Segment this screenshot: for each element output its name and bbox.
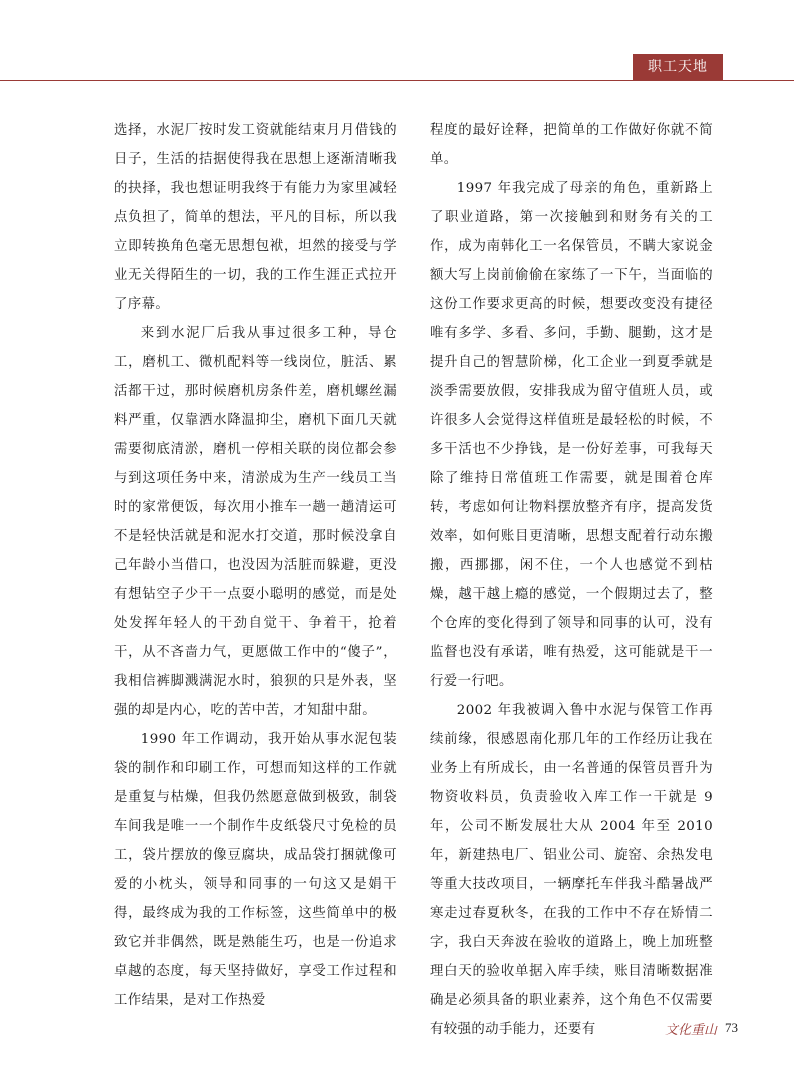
header-rule (0, 80, 794, 81)
left-paragraph-2: 来到水泥厂后我从事过很多工种，导仓工，磨机工、微机配料等一线岗位，脏活、累活都干过，那时候磨机房条件差，磨机螺丝漏料严重，仅靠洒水降温抑尘，磨机下面几天就需要彻底清淤，磨机一停相关联的岗位都会参与到这项任务中来，清淤成为生产一线员工当时的家常便饭，每次用小推车一趟一趟清运可不是轻快活就是和泥水打交道，那时候没拿自己年龄小当借口，也没因为活脏而躲避，更没有想钻空子少干一点耍小聪明的感觉，而是处处发挥年轻人的干劲自觉干、争着干，抢着干，从不吝啬力气，更愿做工作中的“傻子”，我相信裤脚溅满泥水时，狼狈的只是外表，坚强的却是内心，吃的苦中苦，才知甜中甜。 (114, 326, 397, 718)
magazine-logo: 文化重山 (665, 1022, 718, 1038)
left-paragraph-3: 1990 年工作调动，我开始从事水泥包装袋的制作和印刷工作，可想而知这样的工作就是重复与枯燥，但我仍然愿意做到极致，制袋车间我是唯一一个制作牛皮纸袋尺寸免检的员工，袋片摆放的像豆腐块，成品袋打捆就像可爱的小枕头，领导和同事的一句这又是娟干得，最终成为我的工作标签，这些简单中的极致它并非偶然，既是熟能生巧，也是一份追求卓越的态度，每天坚持做好，享受工作过程和工作结果，是对工作热爱 (114, 732, 397, 1008)
page-number: 73 (725, 1020, 739, 1035)
left-paragraph-1: 选择，水泥厂按时发工资就能结束月月借钱的日子，生活的拮据使得我在思想上逐渐清晰我的抉择，我也想证明我终于有能力为家里减轻点负担了，简单的想法，平凡的目标，所以我立即转换角色毫无思想包袱，坦然的接受与学业无关得陌生的一切，我的工作生涯正式拉开了序幕。 (114, 123, 397, 312)
page-footer (665, 1018, 738, 1038)
section-label: 职工天地 (633, 54, 723, 80)
right-paragraph-3: 2002 年我被调入鲁中水泥与保管工作再续前缘，很感恩南化那几年的工作经历让我在业务上有所成长，由一名普通的保管员晋升为物资收料员，负责验收入库工作一干就是 9 年，公司不断发展壮大从 2004 年至 2010 年，新建热电厂、铝业公司、旋窑、余热发电等重大技改项目，一辆摩托车伴我斗酷暑战严寒走过春夏秋冬，在我的工作中不存在矫情二字，我白天奔波在验收的道路上，晚上加班整理白天的验收单据入库手续，账目清晰数据准确是必须具备的职业素养，这个角色不仅需要有较强的动手能力，还要有 (430, 703, 713, 1037)
left-column (114, 116, 397, 1015)
right-paragraph-1: 程度的最好诠释，把简单的工作做好你就不简单。 (430, 123, 713, 167)
right-column (430, 116, 713, 1044)
right-paragraph-2: 1997 年我完成了母亲的角色，重新路上了职业道路，第一次接触到和财务有关的工作，成为南韩化工一名保管员，不瞒大家说金额大写上岗前偷偷在家练了一下午，当面临的这份工作要求更高的时候，想要改变没有捷径唯有多学、多看、多问，手勤、腿勤，这才是提升自己的智慧阶梯，化工企业一到夏季就是淡季需要放假，安排我成为留守值班人员，或许很多人会觉得这样值班是最轻松的时候，不多干活也不少挣钱，是一份好差事，可我每天除了维持日常值班工作需要，就是围着仓库转，考虑如何让物料摆放整齐有序，提高发货效率，如何账目更清晰，思想支配着行动东搬搬，西挪挪，闲不住，一个人也感觉不到枯燥，越干越上瘾的感觉，一个假期过去了，整个仓库的变化得到了领导和同事的认可，没有监督也没有承诺，唯有热爱，这可能就是干一行爱一行吧。 (430, 181, 713, 689)
